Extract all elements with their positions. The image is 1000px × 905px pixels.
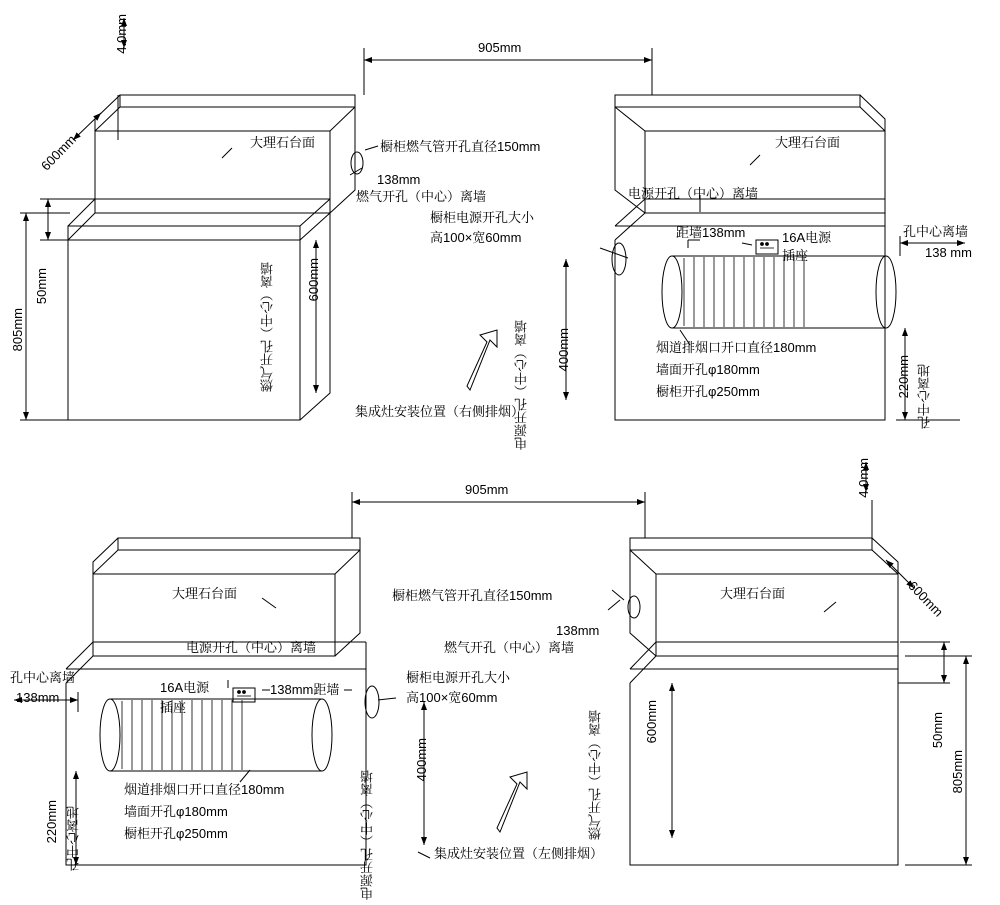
label-hole-center-220-bottom: 220mm <box>44 800 59 844</box>
label-hole-center-ground-bottom: 孔中心离地 <box>66 806 81 871</box>
label-power-hole-size-top: 橱柜电源开孔大小 <box>430 210 535 225</box>
label-power-hole-wall-vertical-top: 电源开孔（中心）离墙 <box>514 320 529 450</box>
label-depth-600-top-left: 600mm <box>38 131 79 174</box>
label-power-hole-size2-bottom: 高100×宽60mm <box>406 690 498 705</box>
label-flue-line2-top: 墙面开孔φ180mm <box>656 362 760 377</box>
label-hole-center-wall-bottom-left: 孔中心离墙 <box>10 670 76 685</box>
label-gas-hole-wall-bottom: 燃气开孔（中心）离墙 <box>444 640 575 655</box>
label-hole-center-wall-top-right: 孔中心离墙 <box>903 224 969 239</box>
label-hole-center-138-top: 138 mm <box>925 245 972 260</box>
label-flue-line3-top: 橱柜开孔φ250mm <box>656 384 760 399</box>
caption-bottom-panel: 集成灶安装位置（左侧排烟） <box>434 846 604 861</box>
label-flue-line1-top: 烟道排烟口开口直径180mm <box>656 340 817 355</box>
caption-top-panel: 集成灶安装位置（右侧排烟） <box>355 404 525 419</box>
label-gas-hole-138-top: 138mm <box>377 172 421 187</box>
label-flue-line3-bottom: 橱柜开孔φ250mm <box>124 826 228 841</box>
label-power-hole-wall-vertical-bottom: 电源开孔（中心）离墙 <box>360 770 375 900</box>
label-hole-center-220-top: 220mm <box>896 355 911 399</box>
label-plinth-50-top: 50mm <box>34 268 49 305</box>
label-gas-hole-138-bottom: 138mm <box>556 623 600 638</box>
label-thickness-bottom-right: 4.0mm <box>856 458 871 498</box>
label-thickness-top-left: 4.0mm <box>114 14 129 54</box>
label-gas-hole-wall-vertical-bottom: 燃气开孔（中心）离墙 <box>588 710 603 840</box>
label-hole-center-138-bottom: 138mm <box>16 690 60 705</box>
label-depth-600-inner-top: 600mm <box>306 258 321 302</box>
label-height-805-bottom: 805mm <box>950 750 965 794</box>
label-gas-hole-wall-top: 燃气开孔（中心）离墙 <box>356 189 487 204</box>
label-height-805-top: 805mm <box>10 308 25 352</box>
label-power-hole-wall-top: 电源开孔（中心）离墙 <box>628 186 759 201</box>
label-socket-distance-top: 距墙138mm <box>676 225 746 240</box>
label-socket-16a-bottom: 16A电源 <box>160 680 210 695</box>
label-power-hole-wall-bottom: 电源开孔（中心）离墙 <box>186 640 317 655</box>
label-depth-600-inner-bottom: 600mm <box>644 700 659 744</box>
label-marble-top-right: 大理石台面 <box>775 135 841 150</box>
label-socket-16a-line2-bottom: 插座 <box>160 700 187 715</box>
label-hole-center-ground-top: 孔中心离地 <box>917 364 932 429</box>
label-marble-bottom-right: 大理石台面 <box>720 586 786 601</box>
label-flue-line1-bottom: 烟道排烟口开口直径180mm <box>124 782 285 797</box>
label-flue-line2-bottom: 墙面开孔φ180mm <box>124 804 228 819</box>
label-socket-distance-bottom: 138mm距墙 <box>270 682 340 697</box>
label-gas-hole-wall-vertical-top: 燃气开孔（中心）离墙 <box>260 262 275 392</box>
label-width-905-top: 905mm <box>478 40 522 55</box>
label-power-400-top: 400mm <box>556 328 571 372</box>
label-depth-600-bottom-right: 600mm <box>905 578 947 620</box>
label-socket-16a-line2-top: 插座 <box>782 248 809 263</box>
label-power-hole-size2-top: 高100×宽60mm <box>430 230 522 245</box>
label-socket-16a-top: 16A电源 <box>782 230 832 245</box>
label-width-905-bottom: 905mm <box>465 482 509 497</box>
label-gas-hole-diameter-bottom: 橱柜燃气管开孔直径150mm <box>392 588 553 603</box>
label-gas-hole-diameter-top: 橱柜燃气管开孔直径150mm <box>380 139 541 154</box>
label-marble-bottom-left: 大理石台面 <box>172 586 238 601</box>
label-marble-top-left: 大理石台面 <box>250 135 316 150</box>
label-power-hole-size-bottom: 橱柜电源开孔大小 <box>406 670 511 685</box>
label-plinth-50-bottom: 50mm <box>930 712 945 749</box>
label-power-400-bottom: 400mm <box>414 738 429 782</box>
